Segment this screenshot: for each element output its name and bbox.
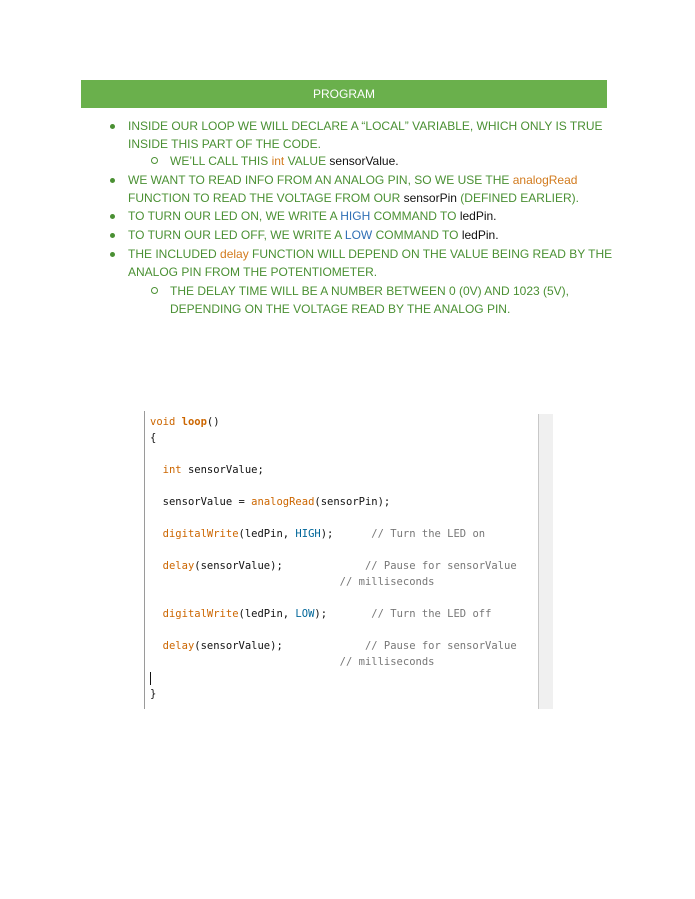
fn: delay xyxy=(162,640,195,652)
bullet-dot xyxy=(110,178,115,183)
bullet-2 xyxy=(128,171,579,207)
fn: digitalWrite xyxy=(162,528,239,540)
text: DEPENDING ON THE VOLTAGE READ BY THE ANALOG PIN. xyxy=(170,302,511,316)
text: . xyxy=(495,228,499,242)
editor-scrollbar xyxy=(538,414,553,709)
kw: void xyxy=(150,416,176,428)
var-ledpin: ledPin xyxy=(459,209,494,223)
var-sensorvalue: sensorValue xyxy=(329,154,396,168)
text: COMMAND TO xyxy=(370,209,460,223)
fn: delay xyxy=(162,560,195,572)
text: sensorValue; xyxy=(181,464,264,476)
code-editor-image xyxy=(144,411,553,709)
type-int: int xyxy=(271,154,285,168)
text: } xyxy=(150,688,157,700)
text: THE DELAY TIME WILL BE A NUMBER BETWEEN 0 (0V) AND 1023 (5V), xyxy=(170,284,570,298)
const: HIGH xyxy=(295,528,321,540)
comment: // Pause for sensorValue xyxy=(364,560,517,572)
comment: // milliseconds xyxy=(339,656,435,668)
bullet-dot xyxy=(110,214,115,219)
var-ledpin: ledPin xyxy=(461,228,496,242)
banner-title: PROGRAM xyxy=(312,87,375,101)
text: WE WANT TO READ INFO FROM AN ANALOG PIN, SO WE USE THE xyxy=(128,173,513,187)
program-banner xyxy=(81,80,607,108)
text-cursor xyxy=(150,672,151,685)
text: ANALOG PIN FROM THE POTENTIOMETER. xyxy=(128,265,378,279)
text: . xyxy=(395,154,399,168)
sub-bullet-2 xyxy=(170,282,569,318)
const-high: HIGH xyxy=(340,209,371,223)
bullet-dot xyxy=(110,233,115,238)
text: THE INCLUDED xyxy=(128,247,221,261)
comment: // Turn the LED on xyxy=(371,528,486,540)
sub-bullet-1 xyxy=(170,152,399,170)
text: sensorValue = xyxy=(162,496,252,508)
text: ); xyxy=(314,608,372,620)
bullet-4 xyxy=(128,226,499,244)
text: . xyxy=(493,209,497,223)
text: (ledPin, xyxy=(238,528,296,540)
text: (sensorPin); xyxy=(314,496,391,508)
bullet-dot xyxy=(110,124,115,129)
text: COMMAND TO xyxy=(372,228,462,242)
fn: loop xyxy=(181,416,207,428)
bullet-1-line2: INSIDE THIS PART OF THE CODE. xyxy=(128,137,321,151)
var-sensorpin: sensorPin xyxy=(403,191,457,205)
text: FUNCTION TO READ THE VOLTAGE FROM OUR xyxy=(128,191,404,205)
fn: analogRead xyxy=(251,496,315,508)
kw: int xyxy=(162,464,182,476)
sub-bullet-circle xyxy=(151,287,158,294)
code-block xyxy=(150,414,517,702)
comment: // Pause for sensorValue xyxy=(364,640,517,652)
comment: // milliseconds xyxy=(339,576,435,588)
fn: digitalWrite xyxy=(162,608,239,620)
text: (ledPin, xyxy=(238,608,296,620)
bullet-5 xyxy=(128,245,612,281)
sub-bullet-circle xyxy=(151,157,158,164)
func-delay: delay xyxy=(220,247,249,261)
text: WE’LL CALL THIS xyxy=(170,154,272,168)
bullet-dot xyxy=(110,252,115,257)
comment: // Turn the LED off xyxy=(371,608,492,620)
text: { xyxy=(150,432,157,444)
const-low: LOW xyxy=(344,228,373,242)
text: () xyxy=(206,416,220,428)
text: (DEFINED EARLIER). xyxy=(456,191,579,205)
bullet-1-line1: INSIDE OUR LOOP WE WILL DECLARE A “LOCAL” VARIABLE, WHICH ONLY IS TRUE xyxy=(128,119,603,133)
text: FUNCTION WILL DEPEND ON THE VALUE BEING READ BY THE xyxy=(248,247,613,261)
text: TO TURN OUR LED OFF, WE WRITE A xyxy=(128,228,345,242)
text: TO TURN OUR LED ON, WE WRITE A xyxy=(128,209,341,223)
const: LOW xyxy=(295,608,315,620)
bullet-3 xyxy=(128,207,497,225)
text: ); xyxy=(320,528,372,540)
text: VALUE xyxy=(284,154,330,168)
text: (sensorValue); xyxy=(194,640,365,652)
func-analogread: analogRead xyxy=(512,173,578,187)
text: (sensorValue); xyxy=(194,560,365,572)
bullet-1 xyxy=(128,117,603,153)
